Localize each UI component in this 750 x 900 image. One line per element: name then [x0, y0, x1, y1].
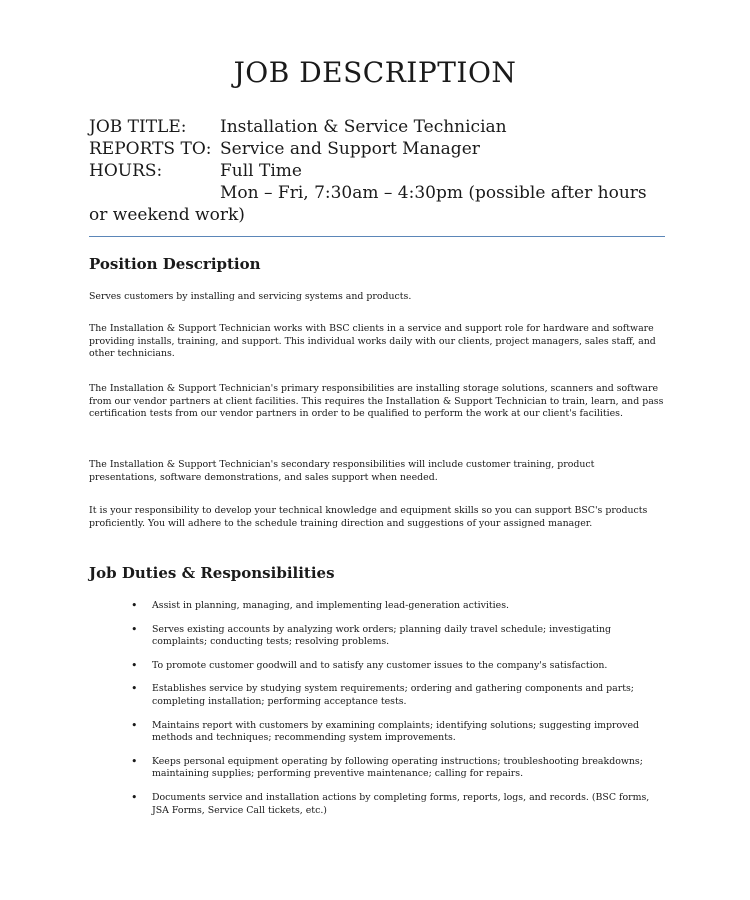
duty-text: To promote customer goodwill and to satisfy any customer issues to the company's satisfaction.	[152, 659, 608, 671]
duty-text: Maintains report with customers by examining complaints; identifying solutions; suggesting improved methods and techniques; recommending system improvements.	[152, 719, 639, 744]
duty-text: Keeps personal equipment operating by following operating instructions; troubleshooting breakdowns; maintaining supplies; performing preventive maintenance; calling for repairs.	[152, 755, 643, 780]
list-item	[89, 624, 664, 649]
list-item	[89, 792, 664, 817]
position-paragraph: The Installation & Support Technician's primary responsibilities are installing storage solutions, scanners and software from our vendor partners at client facilities. This requires the Installation & Support Technician to train, learn, and pass certification tests from our vendor partners in order to be qualified to perform the work at our client's facilities.	[89, 383, 664, 420]
hours-label: HOURS:	[89, 161, 163, 181]
position-paragraph: The Installation & Support Technician's secondary responsibilities will include customer training, product presentations, software demonstrations, and sales support when needed.	[89, 459, 595, 483]
position-description-heading: Position Description	[89, 255, 261, 273]
bullet-icon: •	[131, 658, 138, 672]
reports-to-value: Service and Support Manager	[220, 139, 480, 159]
bullet-icon: •	[131, 754, 138, 768]
job-meta	[89, 116, 669, 226]
bullet-icon: •	[131, 622, 138, 636]
duty-text: Documents service and installation actions by completing forms, reports, logs, and records. (BSC forms, JSA Forms, Service Call tickets, etc.)	[152, 791, 650, 816]
bullet-icon: •	[131, 790, 138, 804]
document-title: JOB DESCRIPTION	[233, 56, 517, 89]
job-title-value: Installation & Service Technician	[220, 117, 507, 137]
list-item	[89, 600, 664, 613]
hours-schedule-continued: or weekend work)	[89, 205, 245, 225]
position-paragraph: Serves customers by installing and servicing systems and products.	[89, 291, 412, 302]
duty-text: Serves existing accounts by analyzing work orders; planning daily travel schedule; investigating complaints; conducting tests; resolving problems.	[152, 623, 611, 648]
hours-row	[89, 160, 669, 182]
list-item	[89, 720, 664, 745]
position-paragraph: The Installation & Support Technician works with BSC clients in a service and support role for hardware and software providing installs, training, and support. This individual works daily with our clients, project managers, sales staff, and other technicians.	[89, 323, 656, 360]
header-divider	[89, 236, 665, 237]
bullet-icon: •	[131, 599, 138, 612]
duties-list	[89, 600, 664, 828]
bullet-icon: •	[131, 718, 138, 732]
list-item	[89, 683, 664, 708]
job-duties-heading: Job Duties & Responsibilities	[89, 564, 335, 582]
bullet-icon: •	[131, 682, 138, 696]
job-title-label: JOB TITLE:	[89, 117, 187, 137]
list-item	[89, 660, 664, 673]
reports-to-row	[89, 138, 669, 160]
reports-to-label: REPORTS TO:	[89, 139, 212, 159]
hours-schedule: Mon – Fri, 7:30am – 4:30pm (possible after hours	[220, 183, 647, 203]
duty-text: Assist in planning, managing, and implementing lead-generation activities.	[152, 600, 509, 611]
list-item	[89, 756, 664, 781]
position-paragraph: It is your responsibility to develop your technical knowledge and equipment skills so you can support BSC's products proficiently. You will adhere to the schedule training direction and suggestions of your assigned manager.	[89, 505, 648, 529]
hours-value: Full Time	[220, 161, 302, 181]
job-title-row	[89, 116, 669, 138]
duty-text: Establishes service by studying system requirements; ordering and gathering components and parts; completing installation; performing acceptance tests.	[152, 683, 634, 707]
